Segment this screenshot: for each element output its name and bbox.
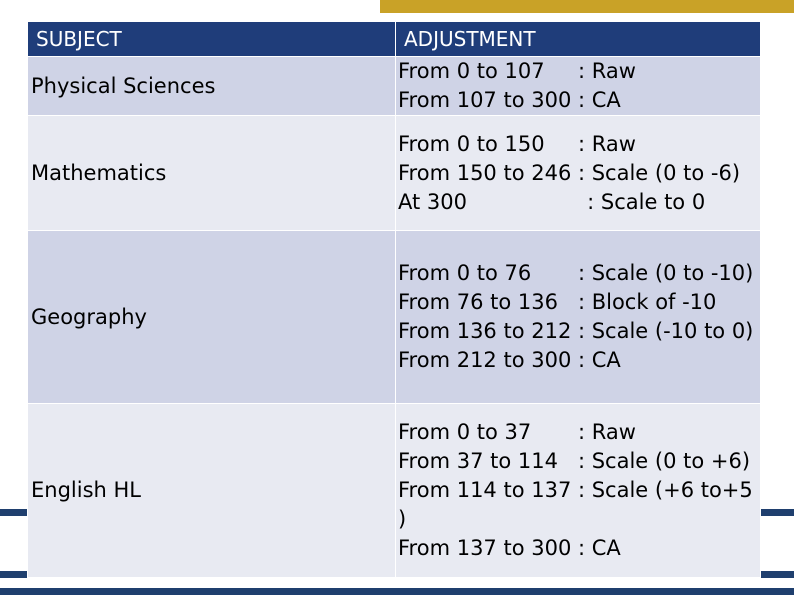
adjustment-rule: From 136 to 212 : Scale (-10 to 0) bbox=[398, 319, 754, 343]
adjustment-rule: From 212 to 300 : CA bbox=[398, 348, 621, 372]
adjustment-rule: From 0 to 150 : Raw bbox=[398, 131, 636, 156]
adjustment-cell bbox=[396, 231, 761, 404]
adjustment-rule: From 114 to 137 : Scale (+6 to+5 ) bbox=[398, 478, 760, 531]
table-row bbox=[28, 116, 761, 231]
adjustment-cell bbox=[396, 116, 761, 231]
adjustment-cell bbox=[396, 57, 761, 116]
adjustment-rule: From 76 to 136 : Block of -10 bbox=[398, 290, 717, 314]
decorative-stripe bbox=[0, 588, 794, 595]
adjustment-rule: From 150 to 246 : Scale (0 to -6) bbox=[398, 160, 741, 185]
table-header-row bbox=[28, 22, 761, 57]
adjustment-rule: At 300 : Scale to 0 bbox=[398, 189, 706, 214]
adjustment-rule: From 37 to 114 : Scale (0 to +6) bbox=[398, 449, 751, 473]
subject-cell: Geography bbox=[28, 231, 396, 404]
table-row bbox=[28, 231, 761, 404]
table-row bbox=[28, 404, 761, 578]
adjustment-cell bbox=[396, 404, 761, 578]
decorative-gold-bar bbox=[380, 0, 794, 13]
subject-cell: Physical Sciences bbox=[28, 57, 396, 116]
adjustment-rule: From 107 to 300 : CA bbox=[398, 88, 621, 112]
header-adjustment: ADJUSTMENT bbox=[396, 22, 761, 57]
table-row bbox=[28, 57, 761, 116]
adjustment-rule: From 137 to 300 : CA bbox=[398, 536, 621, 560]
header-subject: SUBJECT bbox=[28, 22, 396, 57]
adjustment-table bbox=[27, 21, 761, 578]
adjustment-rule: From 0 to 37 : Raw bbox=[398, 420, 636, 444]
adjustment-rule: From 0 to 76 : Scale (0 to -10) bbox=[398, 261, 754, 285]
adjustment-rule: From 0 to 107 : Raw bbox=[398, 59, 636, 83]
subject-cell: English HL bbox=[28, 404, 396, 578]
subject-cell: Mathematics bbox=[28, 116, 396, 231]
